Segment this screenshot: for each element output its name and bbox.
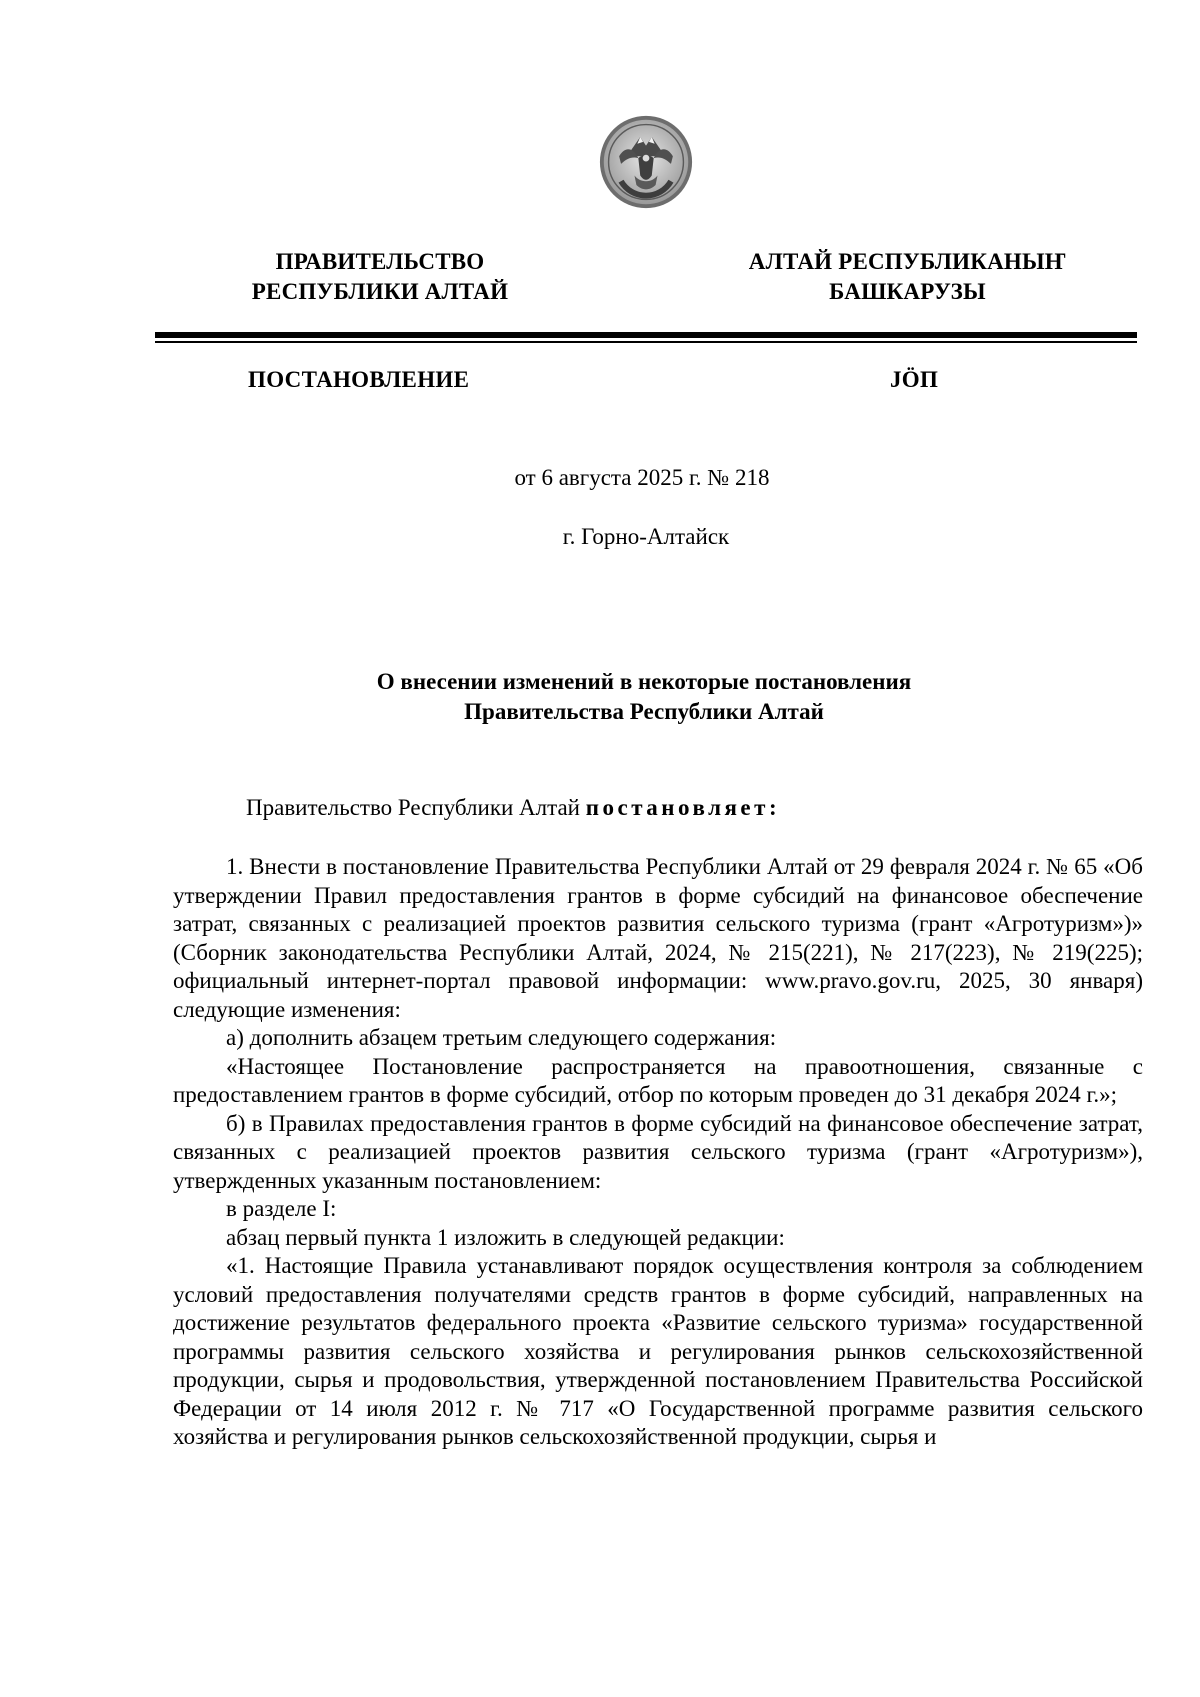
- title-line2: Правительства Республики Алтай: [464, 699, 824, 724]
- altai-republic-coat-of-arms-icon: [598, 113, 694, 211]
- paragraph-quote-a: «Настоящее Постановление распространяется на правоотношения, связанные с предоставлением грантов в форме субсидий, отбор по которым проведен до 31 декабря 2024 г.»;: [173, 1053, 1143, 1107]
- paragraph-clause-1-intro: абзац первый пункта 1 изложить в следующей редакции:: [226, 1224, 785, 1250]
- org-left-line1: ПРАВИТЕЛЬСТВО: [275, 249, 485, 274]
- document-date-number: от 6 августа 2025 г. № 218: [514, 465, 770, 490]
- paragraph-item-1: 1. Внести в постановление Правительства Республики Алтай от 29 февраля 2024 г. № 65 «Об утверждении Правил предоставления грантов в форме субсидий на финансовое обеспечение затрат, связанных с реализацией проектов развития сельского туризма (грант «Агротуризм»)» (Сборник законодательства Республики Алтай, 2024, № 215(221), № 217(223), № 219(225); официальный интернет-портал правовой информации: www.pravo.gov.ru, 2025, 30 января) следующие изменения:: [173, 854, 1143, 1022]
- document-body: [173, 853, 1143, 1452]
- header-divider-thick: [155, 332, 1137, 338]
- paragraph-subitem-a: а) дополнить абзацем третьим следующего содержания:: [226, 1025, 777, 1050]
- paragraph-clause-1-text: «1. Настоящие Правила устанавливают порядок осуществления контроля за соблюдением условий предоставления получателями средств грантов в форме субсидий, направленных на достижение результатов федерального проекта «Развитие сельского туризма» государственной программы развития сельского хозяйства и регулирования рынков сельскохозяйственной продукции, сырья и продовольствия, утвержденной постановлением Правительства Российской Федерации от 14 июля 2012 г. № 717 «О Государственной программе развития сельского хозяйства и регулирования рынков сельскохозяйственной продукции, сырья и: [173, 1253, 1143, 1449]
- preamble-decree-word: постановляет:: [585, 795, 781, 820]
- doctype-altai: JӦП: [890, 367, 939, 392]
- org-right-line1: АЛТАЙ РЕСПУБЛИКАНЫҤ: [748, 249, 1067, 274]
- title-line1: О внесении изменений в некоторые постановления: [376, 669, 912, 694]
- header-divider-thin: [155, 341, 1137, 343]
- document-title: [0, 667, 1200, 727]
- doctype-russian: ПОСТАНОВЛЕНИЕ: [248, 367, 470, 392]
- organization-name-altai: [735, 247, 1080, 307]
- organization-name-russian: [220, 247, 540, 307]
- document-city: г. Горно-Алтайск: [562, 524, 730, 549]
- paragraph-section-i: в разделе I:: [226, 1196, 337, 1221]
- org-left-line2: РЕСПУБЛИКИ АЛТАЙ: [251, 279, 509, 304]
- preamble-text: Правительство Республики Алтай: [246, 795, 586, 820]
- preamble: [246, 793, 780, 823]
- org-right-line2: БАШКАРУЗЫ: [829, 279, 986, 304]
- paragraph-subitem-b: б) в Правилах предоставления грантов в форме субсидий на финансовое обеспечение затрат, связанных с реализацией проектов развития сельского туризма (грант «Агротуризм»), утвержденных указанным постановлением:: [173, 1110, 1143, 1193]
